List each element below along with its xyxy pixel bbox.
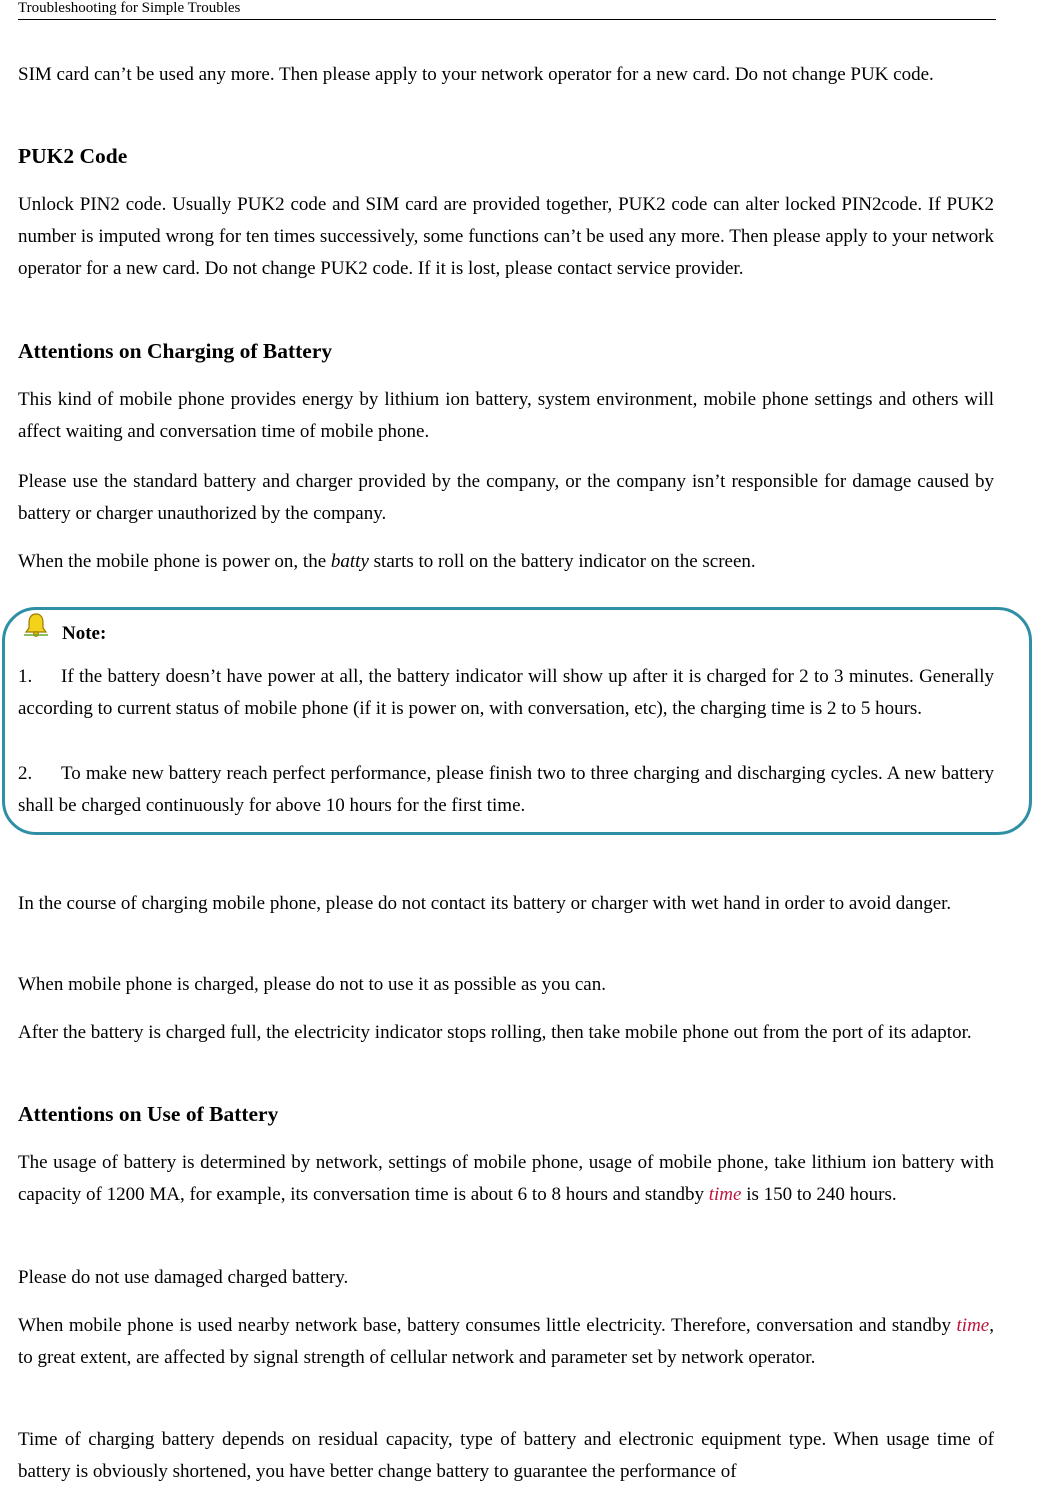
paragraph-use-3-emphasis: time xyxy=(956,1315,990,1336)
paragraph-after-note-3: After the battery is charged full, the electricity indicator stops rolling, then take mobile phone out from the port of its adaptor. xyxy=(18,1022,972,1043)
paragraph-use-4: Time of charging battery depends on residual capacity, type of battery and electronic equipment type. When usage time of battery is obviously shortened, you have better change battery to guarantee the performance of xyxy=(18,1429,994,1482)
paragraph-use-1-emphasis: time xyxy=(708,1184,742,1205)
paragraph-use-1-text-b: is 150 to 240 hours. xyxy=(741,1184,897,1205)
paragraph-use-3 xyxy=(18,1310,994,1374)
heading-use-battery: Attentions on Use of Battery xyxy=(18,1102,279,1126)
paragraph-after-note-2: When mobile phone is charged, please do not to use it as possible as you can. xyxy=(18,974,606,995)
note-item-2-text: To make new battery reach perfect performance, please finish two to three charging and discharging cycles. A new battery shall be charged continuously for above 10 hours for the first time. xyxy=(18,763,994,816)
paragraph-charging-2: Please use the standard battery and charger provided by the company, or the company isn’t responsible for damage caused by battery or charger unauthorized by the company. xyxy=(18,471,994,524)
paragraph-use-3-text-b: , to great extent, are affected by signal strength of cellular network and parameter set by network operator. xyxy=(18,1315,994,1368)
paragraph-use-1 xyxy=(18,1147,994,1211)
note-item-1 xyxy=(18,661,994,725)
note-item-2-number: 2. xyxy=(18,763,33,784)
paragraph-after-note-1: In the course of charging mobile phone, please do not contact its battery or charger with wet hand in order to avoid danger. xyxy=(18,893,952,914)
heading-puk2-code: PUK2 Code xyxy=(18,144,128,168)
paragraph-charging-3-emphasis: batty xyxy=(330,551,369,572)
note-item-2 xyxy=(18,758,994,822)
bell-icon xyxy=(22,611,50,639)
note-item-1-number: 1. xyxy=(18,666,33,687)
paragraph-charging-3-text-b: starts to roll on the battery indicator on the screen. xyxy=(368,551,756,572)
paragraph-use-2: Please do not use damaged charged battery. xyxy=(18,1267,349,1288)
paragraph-use-3-text-a: When mobile phone is used nearby network base, battery consumes little electricity. Therefore, conversation and standby xyxy=(18,1315,957,1336)
note-item-1-text: If the battery doesn’t have power at all, the battery indicator will show up after it is charged for 2 to 3 minutes. Generally according to current status of mobile phone (if it is power on, with conversation, etc), the charging time is 2 to 5 hours. xyxy=(18,666,994,719)
heading-charging-battery: Attentions on Charging of Battery xyxy=(18,339,333,363)
paragraph-puk2-body: Unlock PIN2 code. Usually PUK2 code and SIM card are provided together, PUK2 code can alter locked PIN2code. If PUK2 number is imputed wrong for ten times successively, some functions can’t be used any more. Then please apply to your network operator for a new card. Do not change PUK2 code. If it is lost, please contact service provider. xyxy=(18,194,994,279)
paragraph-use-1-text-a: The usage of battery is determined by network, settings of mobile phone, usage of mobile phone, take lithium ion battery with capacity of 1200 MA, for example, its conversation time is about 6 to 8 hours and standby xyxy=(18,1152,994,1205)
paragraph-charging-3-text-a: When the mobile phone is power on, the xyxy=(18,551,331,572)
running-header: Troubleshooting for Simple Troubles xyxy=(18,0,996,20)
paragraph-charging-1: This kind of mobile phone provides energy by lithium ion battery, system environment, mobile phone settings and others will affect waiting and conversation time of mobile phone. xyxy=(18,389,994,442)
paragraph-charging-3 xyxy=(18,546,994,578)
note-title: Note: xyxy=(62,623,107,644)
paragraph-sim-card: SIM card can’t be used any more. Then please apply to your network operator for a new card. Do not change PUK code. xyxy=(18,64,934,85)
